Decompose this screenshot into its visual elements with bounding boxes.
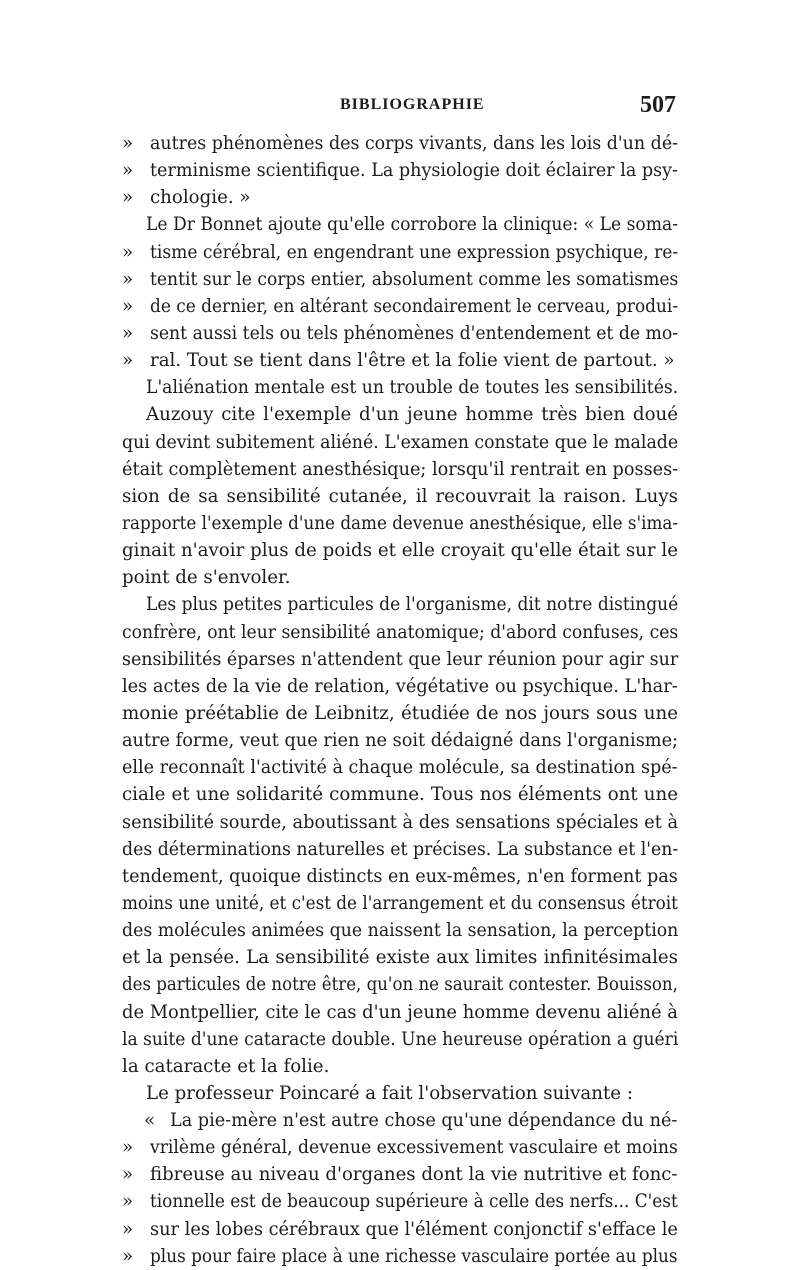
line-text: était complètement anesthésique; lorsqu'il rentrait en posses- [122, 458, 679, 480]
text-line [122, 157, 678, 184]
text-line [122, 971, 678, 998]
body-text [122, 130, 678, 1270]
line-text: des particules de notre être, qu'on ne saurait contester. Bouisson, [122, 974, 678, 996]
text-line [122, 1243, 678, 1270]
line-text: point de s'envoler. [122, 567, 291, 589]
line-text: elle reconnaît l'activité à chaque molécule, sa destination spé- [122, 757, 678, 779]
line-text: terminisme scientifique. La physiologie doit éclairer la psy- [150, 160, 678, 182]
text-line [122, 727, 678, 754]
quote-mark: » [122, 241, 134, 263]
line-text: ral. Tout se tient dans l'être et la folie vient de partout. » [150, 350, 675, 372]
text-line [122, 239, 678, 266]
line-text: Le Dr Bonnet ajoute qu'elle corrobore la clinique: « Le soma- [146, 214, 678, 236]
text-line [122, 591, 678, 618]
line-text: les actes de la vie de relation, végétative ou psychique. L'har- [122, 675, 678, 697]
text-line [122, 863, 678, 890]
quote-mark: « [144, 1110, 156, 1132]
text-line [122, 483, 678, 510]
line-text: fibreuse au niveau d'organes dont la vie nutritive et fonc- [150, 1164, 678, 1186]
text-line [122, 401, 678, 428]
text-line [122, 266, 678, 293]
line-text: tendement, quoique distincts en eux-mêmes, n'en forment pas [122, 865, 678, 887]
text-line [122, 944, 678, 971]
line-text: sion de sa sensibilité cutanée, il recouvrait la raison. Luys [122, 485, 678, 507]
line-text: moins une unité, et c'est de l'arrangement et du consensus étroit [122, 892, 678, 914]
text-line [122, 293, 678, 320]
page-number: 507 [640, 92, 676, 118]
line-text: sensibilité sourde, aboutissant à des sensations spéciales et à [122, 811, 679, 833]
quote-mark: » [122, 322, 134, 344]
line-text: sent aussi tels ou tels phénomènes d'entendement et de mo- [150, 322, 679, 344]
text-line [122, 673, 678, 700]
text-line [122, 320, 678, 347]
line-text: autres phénomènes des corps vivants, dans les lois d'un dé- [150, 133, 679, 154]
text-line [122, 1188, 678, 1215]
line-text: vrilème général, devenue excessivement vasculaire et moins [150, 1137, 678, 1159]
text-line [122, 1134, 678, 1161]
quote-mark: » [122, 1137, 134, 1159]
text-line [122, 456, 678, 483]
line-text: Les plus petites particules de l'organisme, dit notre distingué [146, 594, 679, 616]
text-line [122, 347, 678, 374]
line-text: de Montpellier, cite le cas d'un jeune homme devenu aliéné à [122, 1001, 678, 1023]
quote-mark: » [122, 1218, 134, 1240]
line-text: ginait n'avoir plus de poids et elle croyait qu'elle était sur le [122, 540, 678, 562]
text-line [122, 646, 678, 673]
running-head: BIBLIOGRAPHIE [340, 96, 485, 113]
text-line [122, 1053, 678, 1080]
line-text: plus pour faire place à une richesse vasculaire portée au plus [150, 1245, 678, 1267]
line-text: monie préétablie de Leibnitz, étudiée de nos jours sous une [122, 702, 678, 724]
text-line [122, 999, 678, 1026]
text-line [122, 1107, 678, 1134]
page-header [120, 92, 680, 122]
line-text: tentit sur le corps entier, absolument comme les somatismes [150, 268, 679, 290]
line-text: tionnelle est de beaucoup supérieure à celle des nerfs... C'est [150, 1191, 678, 1213]
text-line [122, 1161, 678, 1188]
line-text: rapporte l'exemple d'une dame devenue anesthésique, elle s'ima- [122, 512, 679, 534]
text-line [122, 564, 678, 591]
quote-mark: » [122, 1164, 134, 1186]
text-line [122, 754, 678, 781]
text-line [122, 1080, 678, 1107]
text-line [122, 510, 678, 537]
text-line [122, 809, 678, 836]
text-line [122, 700, 678, 727]
text-line [122, 374, 678, 401]
text-line [122, 619, 678, 646]
quote-mark: » [122, 1191, 134, 1213]
quote-mark: » [122, 350, 134, 372]
text-line [122, 917, 678, 944]
line-text: qui devint subitement aliéné. L'examen constate que le malade [122, 431, 679, 453]
text-line [122, 781, 678, 808]
line-text: la suite d'une cataracte double. Une heureuse opération a guéri [122, 1028, 679, 1050]
text-line [122, 537, 678, 564]
text-line [122, 130, 678, 157]
line-text: des déterminations naturelles et précises. La substance et l'en- [122, 838, 679, 860]
quote-mark: » [122, 187, 134, 209]
text-line [122, 890, 678, 917]
line-text: ciale et une solidarité commune. Tous nos éléments ont une [122, 784, 678, 806]
line-text: L'aliénation mentale est un trouble de toutes les sensibilités. [146, 377, 679, 399]
text-line [122, 1216, 678, 1243]
line-text: la cataracte et la folie. [122, 1055, 330, 1077]
text-line [122, 184, 678, 211]
quote-mark: » [122, 268, 134, 290]
line-text: Le professeur Poincaré a fait l'observation suivante : [146, 1082, 633, 1104]
line-text: des molécules animées que naissent la sensation, la perception [122, 920, 679, 942]
text-line [122, 211, 678, 238]
line-text: chologie. » [150, 187, 251, 209]
line-text: autre forme, veut que rien ne soit dédaigné dans l'organisme; [122, 730, 679, 752]
line-text: La pie-mère n'est autre chose qu'une dépendance du né- [170, 1110, 678, 1132]
line-text: tisme cérébral, en engendrant une expression psychique, re- [150, 241, 679, 263]
quote-mark: » [122, 133, 134, 154]
line-text: sensibilités éparses n'attendent que leur réunion pour agir sur [122, 648, 679, 670]
text-line [122, 429, 678, 456]
line-text: et la pensée. La sensibilité existe aux limites infinitésimales [122, 947, 678, 969]
line-text: sur les lobes cérébraux que l'élément conjonctif s'efface le [150, 1218, 678, 1240]
quote-mark: » [122, 295, 134, 317]
line-text: confrère, ont leur sensibilité anatomique; d'abord confuses, ces [122, 621, 679, 643]
line-text: Auzouy cite l'exemple d'un jeune homme très bien doué [146, 404, 678, 426]
quote-mark: » [122, 1245, 134, 1267]
text-line [122, 1026, 678, 1053]
text-line [122, 836, 678, 863]
quote-mark: » [122, 160, 134, 182]
line-text: de ce dernier, en altérant secondairement le cerveau, produi- [150, 295, 679, 317]
